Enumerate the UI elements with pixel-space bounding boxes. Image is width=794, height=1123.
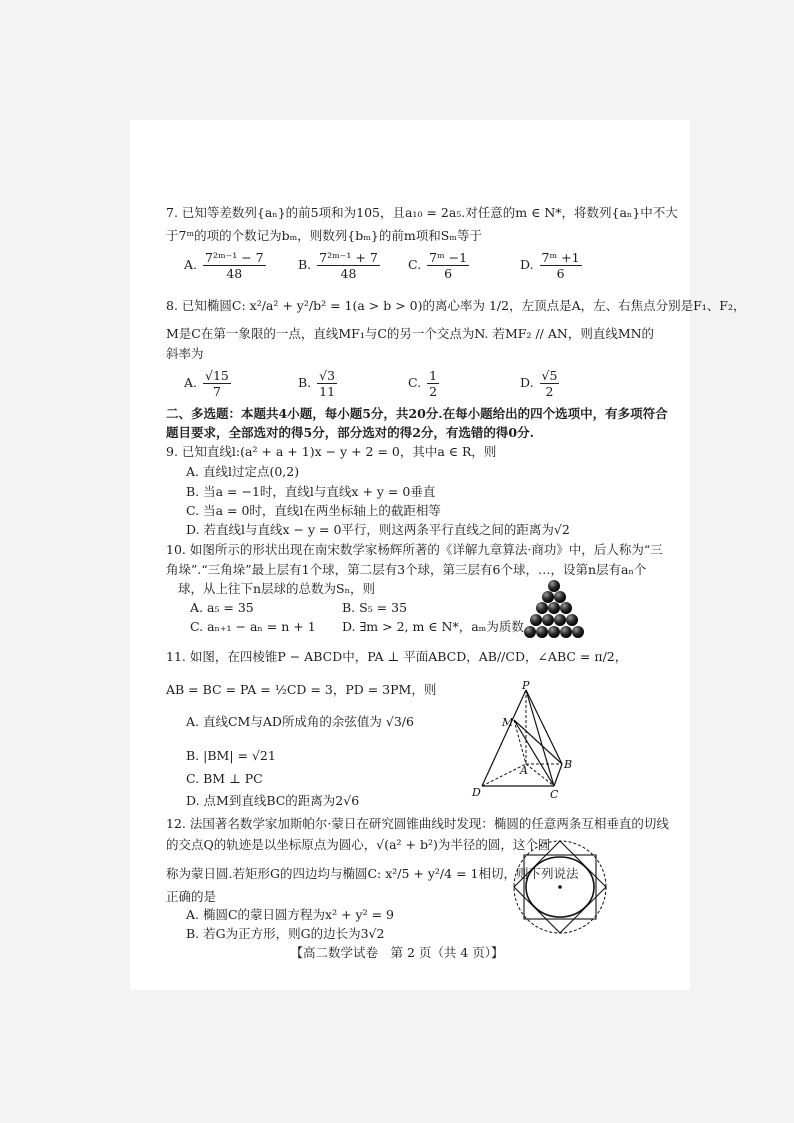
q7-option-d: D. $\frac{\text{7ᵐ +1}}{6}$ <box>520 250 580 281</box>
q9-stem: 9. 已知直线l:(a² + a + 1)x − y + 2 = 0，其中a ∈ R，则 <box>166 444 497 459</box>
label-p: P <box>522 680 530 692</box>
page-footer: 【高二数学试卷 第 2 页（共 4 页）】 <box>290 945 504 960</box>
q7-line-2: 于7ᵐ的项的个数记为bₘ，则数列{bₘ}的前m项和Sₘ等于 <box>166 228 482 243</box>
q10-line-1: 10. 如图所示的形状出现在南宋数学家杨辉所著的《详解九章算法·商功》中，后人称为“三 <box>166 542 663 557</box>
q8-option-b: B. $\frac{√3}{11}$ <box>298 368 336 399</box>
q12-option-b: B. 若G为正方形，则G的边长为3√2 <box>186 926 385 941</box>
q8-line-3: 斜率为 <box>166 346 204 361</box>
q9-option-c: C. 当a = 0时，直线l在两坐标轴上的截距相等 <box>186 503 441 518</box>
q8-option-d: D. $\frac{√5}{2}$ <box>520 368 558 399</box>
section-2-heading-line-1: 二、多选题：本题共4小题，每小题5分，共20分.在每小题给出的四个选项中，有多项符合 <box>166 406 668 421</box>
q10-line-3: 球，从上往下n层球的总数为Sₙ，则 <box>178 581 376 596</box>
q7-option-a: A. $\frac{\text{7²ᵐ⁻¹ − 7}}{48}$ <box>184 250 264 281</box>
q9-option-a: A. 直线l过定点(0,2) <box>186 464 300 479</box>
q11-option-a: A. 直线CM与AD所成角的余弦值为 √3/6 <box>186 714 414 729</box>
q9-option-d: D. 若直线l与直线x − y = 0平行，则这两条平行直线之间的距离为√2 <box>186 522 570 537</box>
label-c: C <box>550 788 559 801</box>
q12-line-3: 称为蒙日圆.若矩形G的四边均与椭圆C: x²/5 + y²/4 = 1相切，则下列说法 <box>166 866 579 881</box>
q8-option-a: A. $\frac{√15}{7}$ <box>184 368 229 399</box>
q8-line-2: M是C在第一象限的一点，直线MF₁与C的另一个交点为N. 若MF₂ // AN，则直线MN的 <box>166 326 655 341</box>
q9-option-b: B. 当a = −1时，直线l与直线x + y = 0垂直 <box>186 484 436 499</box>
q11-option-c: C. BM ⊥ PC <box>186 771 263 786</box>
label-a: A <box>520 764 528 777</box>
q7-line-1: 7. 已知等差数列{aₙ}的前5项和为105，且a₁₀ = 2a₅.对任意的m ∈ N*，将数列{aₙ}中不大 <box>166 205 678 220</box>
q12-option-a: A. 椭圆C的蒙日圆方程为x² + y² = 9 <box>186 907 394 922</box>
q10-option-c: C. aₙ₊₁ − aₙ = n + 1 <box>190 619 316 634</box>
label-b: B <box>564 758 573 771</box>
q7-option-b: B. $\frac{\text{7²ᵐ⁻¹ + 7}}{48}$ <box>298 250 378 281</box>
label-m: M <box>502 716 514 729</box>
q7-option-c: C. $\frac{\text{7ᵐ −1}}{6}$ <box>408 250 468 281</box>
q10-line-2: 角垛”.“三角垛”最上层有1个球，第二层有3个球，第三层有6个球，…，设第n层有aₙ个 <box>166 562 647 577</box>
monge-circle-figure <box>510 836 610 940</box>
q11-line-2: AB = BC = PA = ½CD = 3，PD = 3PM，则 <box>166 682 437 697</box>
q11-option-d: D. 点M到直线BC的距离为2√6 <box>186 793 360 808</box>
pyramid-p-abcd-figure <box>466 680 586 802</box>
q12-line-1: 12. 法国著名数学家加斯帕尔·蒙日在研究圆锥曲线时发现：椭圆的任意两条互相垂直的切线 <box>166 816 669 831</box>
q10-option-d: D. ∃m > 2, m ∈ N*，aₘ为质数 <box>342 619 524 634</box>
q11-line-1: 11. 如图，在四棱锥P − ABCD中，PA ⊥ 平面ABCD，AB//CD，∠ABC = π/2， <box>166 649 628 664</box>
label-d: D <box>472 786 481 799</box>
q10-option-a: A. a₅ = 35 <box>190 600 254 615</box>
q12-line-4: 正确的是 <box>166 889 217 904</box>
q12-line-2: 的交点Q的轨迹是以坐标原点为圆心，√(a² + b²)为半径的圆，这个圆 <box>166 837 551 852</box>
q8-line-1: 8. 已知椭圆C: x²/a² + y²/b² = 1(a > b > 0)的离心率为 1/2，左顶点是A，左、右焦点分别是F₁、F₂， <box>166 298 746 313</box>
q10-option-b: B. S₅ = 35 <box>342 600 408 615</box>
section-2-heading-line-2: 题目要求，全部选对的得5分，部分选对的得2分，有选错的得0分. <box>166 425 534 440</box>
q11-option-b: B. |BM| = √21 <box>186 748 276 763</box>
q8-option-c: C. $\frac{1}{2}$ <box>408 368 438 399</box>
triangular-ball-pile-figure <box>522 578 586 642</box>
